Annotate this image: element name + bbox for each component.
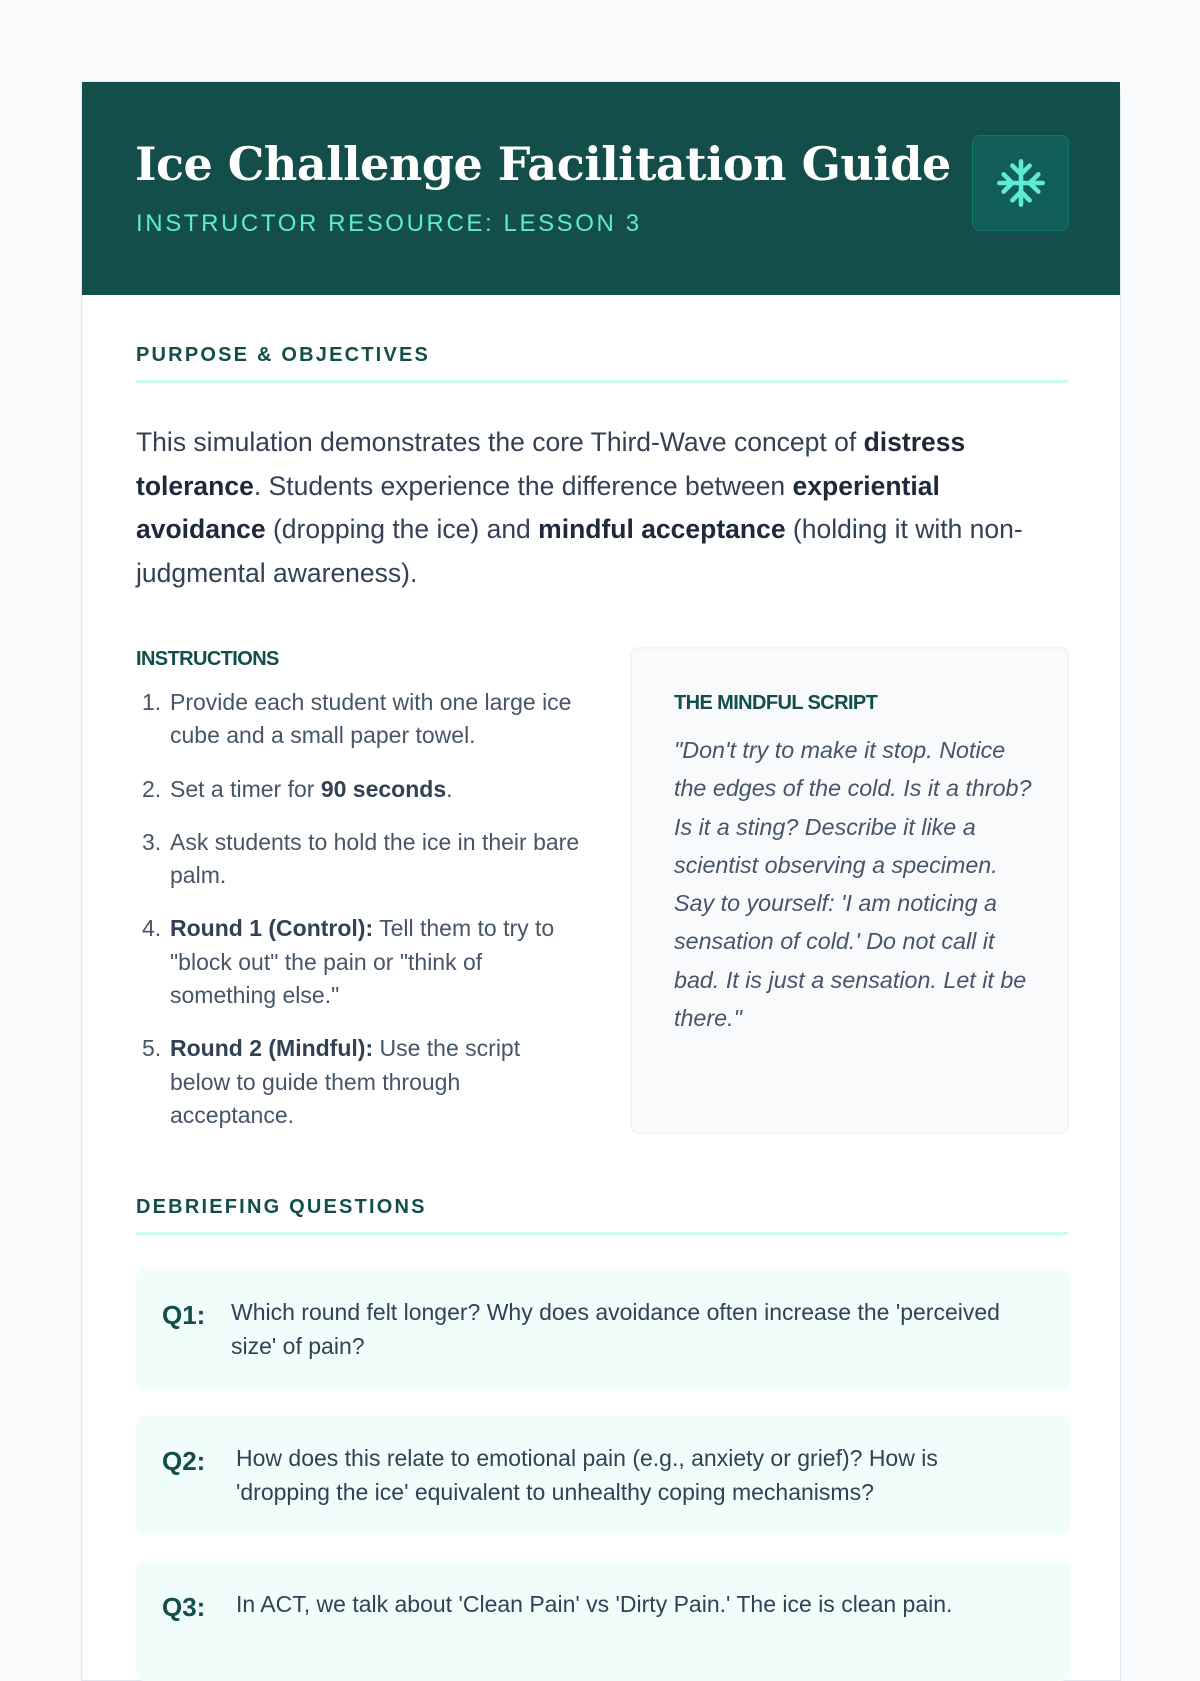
question-text: How does this relate to emotional pain (e.g., anxiety or grief)? How is 'dropping the ice' equivalent to unhealthy coping mechanisms? (236, 1445, 938, 1505)
debrief-heading: DEBRIEFING QUESTIONS (136, 1196, 427, 1218)
page-title: Ice Challenge Facilitation Guide (135, 137, 951, 191)
debrief-question (136, 1415, 1069, 1535)
header-banner (82, 82, 1120, 295)
debrief-question (136, 1561, 1069, 1681)
script-heading: THE MINDFUL SCRIPT (674, 692, 878, 714)
snowflake-icon (995, 157, 1047, 209)
question-text: In ACT, we talk about 'Clean Pain' vs 'Dirty Pain.' The ice is clean pain. (236, 1591, 953, 1617)
purpose-paragraph: This simulation demonstrates the core Third-Wave concept of distress tolerance. Students experience the difference between experiential avoidance (dropping the ice) and mindful acceptance (holding it with non-judgmental awareness). (136, 427, 1023, 588)
question-label: Q2: (162, 1446, 206, 1476)
instruction-step: 3. Ask students to hold the ice in their bare palm. (142, 828, 580, 889)
question-label: Q3: (162, 1592, 206, 1622)
page-subtitle: INSTRUCTOR RESOURCE: LESSON 3 (136, 210, 642, 237)
purpose-heading: PURPOSE & OBJECTIVES (136, 344, 431, 366)
instructions-heading: INSTRUCTIONS (136, 648, 279, 670)
debrief-divider (136, 1232, 1068, 1235)
question-text: Which round felt longer? Why does avoidance often increase the 'perceived size' of pain? (231, 1299, 1000, 1359)
instruction-step: 5. Round 2 (Mindful): Use the script below to guide them through acceptance. (142, 1035, 521, 1128)
instruction-step: 4. Round 1 (Control): Tell them to try to "block out" the pain or "think of something else." (142, 915, 555, 1009)
purpose-divider (136, 380, 1068, 383)
instructions-list (136, 686, 581, 1152)
instruction-step: 2. Set a timer for 90 seconds. (142, 775, 453, 802)
script-text: "Don't try to make it stop. Notice the edges of the cold. Is it a throb? Is it a sting? Describe it like a scientist observing a specimen. Say to yourself: 'I am noticing a sensation of cold.' Do not call it bad. It is just a sensation. Let it be there." (674, 737, 1032, 1032)
instruction-step: 1. Provide each student with one large ice cube and a small paper towel. (142, 689, 572, 749)
question-label: Q1: (162, 1300, 206, 1330)
debrief-question (136, 1269, 1069, 1389)
guide-card (81, 81, 1121, 1681)
mindful-script-box (630, 647, 1069, 1134)
snowflake-badge (972, 135, 1069, 231)
